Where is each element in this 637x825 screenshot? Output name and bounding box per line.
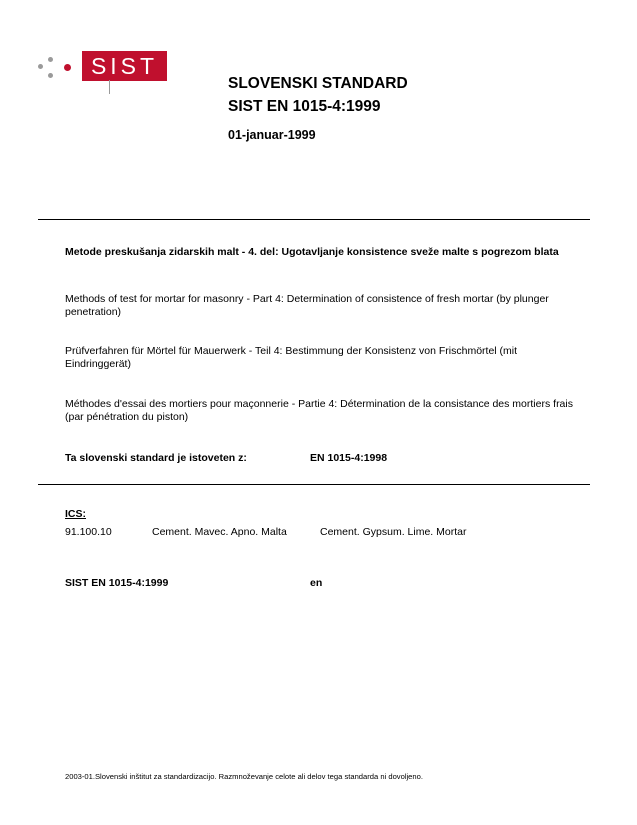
logo-divider [109,80,110,94]
standard-date: 01-januar-1999 [228,128,316,142]
identity-value: EN 1015-4:1998 [310,452,388,464]
logo-wordmark: SIST [82,51,167,81]
title-german: Prüfverfahren für Mörtel für Mauerwerk - Teil 4: Bestimmung der Konsistenz von Frischmörtel (mit Eindringgerät) [65,345,518,370]
designation-code: SIST EN 1015-4:1999 [65,577,169,589]
designation-lang: en [310,577,323,589]
logo-dot-icon [48,57,53,62]
logo-dot-icon [64,64,71,71]
logo-dot-icon [38,64,43,69]
standard-type: SLOVENSKI STANDARD [228,75,408,92]
bottom-divider [38,484,590,485]
ics-english: Cement. Gypsum. Lime. Mortar [320,526,467,538]
title-slovenian: Metode preskušanja zidarskih malt - 4. del: Ugotavljanje konsistence sveže malte s pogrezom blata [65,246,559,258]
standard-code: SIST EN 1015-4:1999 [228,98,381,115]
ics-slovenian: Cement. Mavec. Apno. Malta [152,526,287,538]
top-divider [38,219,590,220]
identity-label: Ta slovenski standard je istoveten z: [65,452,247,464]
logo-dot-icon [48,73,53,78]
title-french: Méthodes d'essai des mortiers pour maçonnerie - Partie 4: Détermination de la consistance des mortiers frais (par pénétration du piston) [65,398,573,423]
copyright-footer: 2003-01.Slovenski inštitut za standardizacijo. Razmnoževanje celote ali delov tega standarda ni dovoljeno. [65,772,423,781]
ics-heading: ICS: [65,508,86,520]
title-english: Methods of test for mortar for masonry - Part 4: Determination of consistence of fresh mortar (by plunger penetration) [65,293,549,318]
ics-code: 91.100.10 [65,526,112,538]
